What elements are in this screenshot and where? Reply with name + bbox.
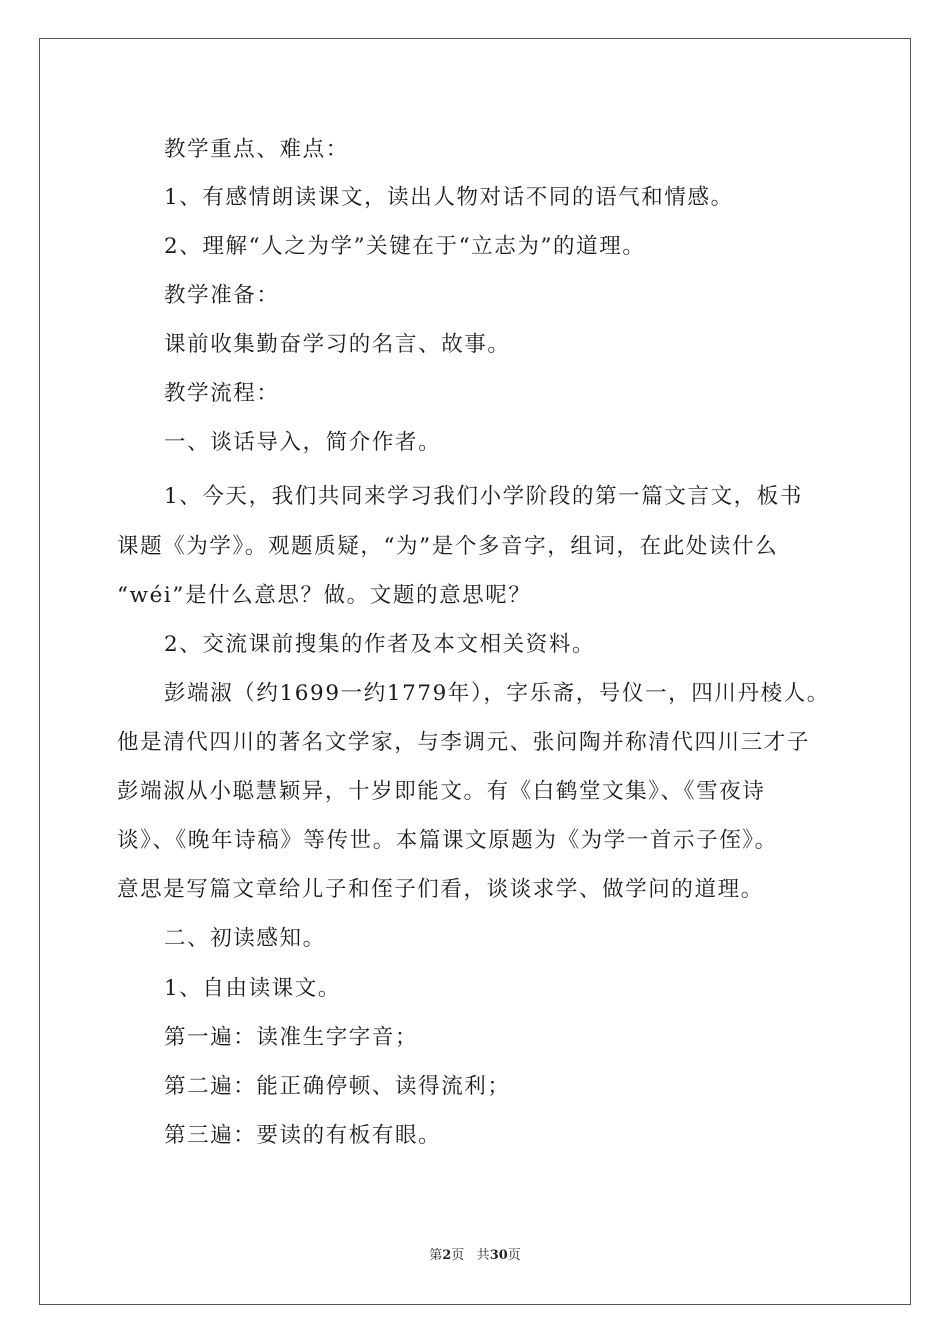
paragraph-line: 意思是写篇文章给儿子和侄子们看，谈谈求学、做学问的道理。 [117,877,764,902]
footer-total-prefix: 共 [476,1248,490,1263]
total-page-count: 30 [489,1248,508,1263]
paragraph-line: 1、今天，我们共同来学习我们小学阶段的第一篇文言文，板书 [164,484,803,509]
section-heading-process: 教学流程： [164,381,280,406]
subsection-heading: 一、谈话导入，简介作者。 [164,430,442,455]
paragraph-line: 彭端淑从小聪慧颖异，十岁即能文。有《白鹤堂文集》、《雪夜诗 [117,779,766,804]
paragraph: 1、有感情朗读课文，读出人物对话不同的语气和情感。 [164,185,734,210]
paragraph: 课前收集勤奋学习的名言、故事。 [164,332,511,357]
paragraph: 2、交流课前搜集的作者及本文相关资料。 [164,632,596,657]
paragraph: 1、自由读课文。 [164,976,341,1001]
paragraph-line: “wéi”是什么意思？做。文题的意思呢？ [117,583,532,608]
paragraph-line: 课题《为学》。观题质疑，“为”是个多音字，组词，在此处读什么 [117,534,779,559]
list-item: 第三遍：要读的有板有眼。 [164,1123,442,1148]
page-footer [0,1247,950,1265]
subsection-heading: 二、初读感知。 [164,926,326,951]
paragraph: 2、理解“人之为学”关键在于“立志为”的道理。 [164,234,646,259]
paragraph-line: 他是清代四川的著名文学家，与李调元、张问陶并称清代四川三才子 [117,730,811,755]
footer-total-unit: 页 [507,1248,521,1263]
list-item: 第一遍：读准生字字音； [164,1025,419,1050]
section-heading-key-points: 教学重点、难点： [164,137,349,162]
list-item: 第二遍：能正确停顿、读得流利； [164,1074,511,1099]
footer-prefix: 第 [429,1248,443,1263]
paragraph-line: 谈》、《晚年诗稿》等传世。本篇课文原题为《为学一首示子侄》。 [117,828,778,853]
paragraph-line: 彭端淑（约1699一约1779年），字乐斋，号仪一，四川丹棱人。 [164,681,830,706]
footer-page-unit: 页 [451,1248,465,1263]
section-heading-preparation: 教学准备： [164,283,280,308]
current-page-number: 2 [442,1248,452,1263]
page-border [39,38,911,1305]
